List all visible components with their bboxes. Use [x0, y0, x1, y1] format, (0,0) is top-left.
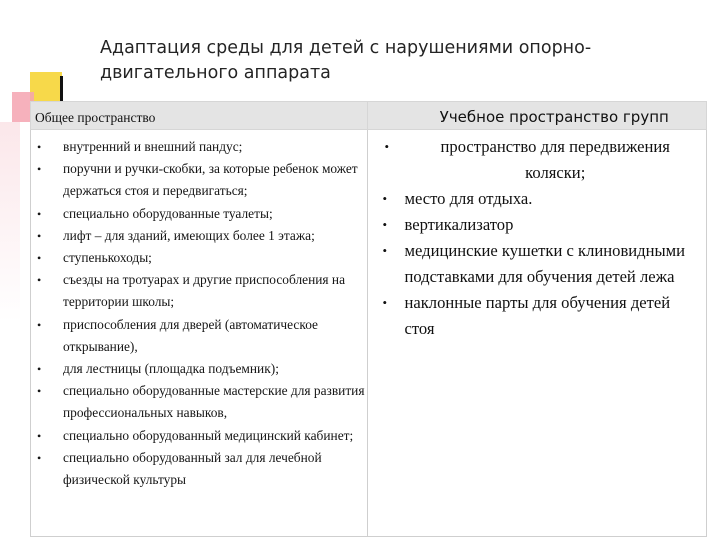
list-item: • пространство для передвижения коляски; — [382, 134, 698, 186]
table-body-row — [31, 130, 707, 537]
list-item: • приспособления для дверей (автоматическое открывание), — [35, 314, 367, 358]
decorative-gradient-bar — [0, 122, 20, 322]
list-item: • лифт – для зданий, имеющих более 1 этажа; — [35, 225, 367, 247]
list-item: • внутренний и внешний пандус; — [35, 136, 367, 158]
comparison-table — [30, 101, 707, 537]
list-item: • наклонные парты для обучения детей стоя — [382, 290, 698, 342]
left-column-header: Общее пространство — [31, 102, 368, 130]
list-item: • съезды на тротуарах и другие приспособления на территории школы; — [35, 269, 367, 313]
list-item: • место для отдыха. — [382, 186, 698, 212]
left-column-cell — [31, 130, 368, 537]
table-header-row — [31, 102, 707, 130]
list-item: • специально оборудованные туалеты; — [35, 203, 367, 225]
list-item: • специально оборудованные мастерские для развития профессиональных навыков, — [35, 380, 367, 424]
slide-title: Адаптация среды для детей с нарушениями опорно-двигательного аппарата — [100, 38, 592, 83]
right-column-cell — [368, 130, 707, 537]
general-space-list — [31, 130, 367, 491]
list-item: • ступенькоходы; — [35, 247, 367, 269]
list-item: • специально оборудованный зал для лечебной физической культуры — [35, 447, 367, 491]
list-item: • специально оборудованный медицинский кабинет; — [35, 425, 367, 447]
list-item: • поручни и ручки-скобки, за которые ребенок может держаться стоя и передвигаться; — [35, 158, 367, 202]
list-item: • для лестницы (площадка подъемник); — [35, 358, 367, 380]
right-column-header: Учебное пространство групп — [368, 102, 707, 130]
list-item: • медицинские кушетки с клиновидными подставками для обучения детей лежа — [382, 238, 698, 290]
list-item: • вертикализатор — [382, 212, 698, 238]
group-space-list — [368, 130, 706, 342]
